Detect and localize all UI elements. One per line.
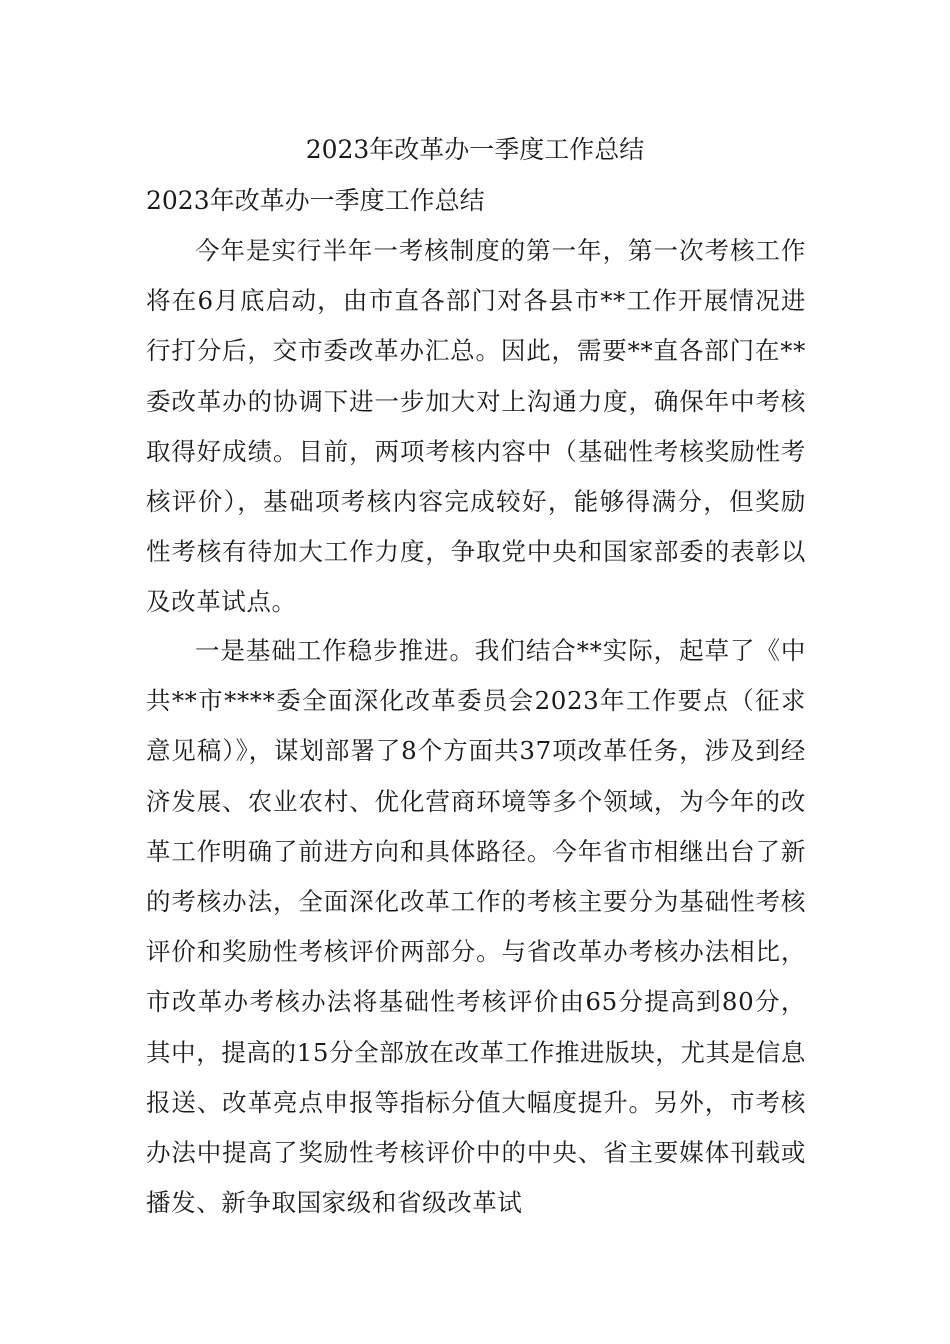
paragraph-intro: 今年是实行半年一考核制度的第一年，第一次考核工作将在6月底启动，由市直各部门对各县市**工作开展情况进行打分后，交市委改革办汇总。因此，需要**直各部门在**委改革办的协调下进一步加大对上沟通力度，确保年中考核取得好成绩。目前，两项考核内容中（基础性考核奖励性考核评价），基础项考核内容完成较好，能够得满分，但奖励性考核有待加大工作力度，争取党中央和国家部委的表彰以及改革试点。 <box>146 236 806 617</box>
document-subtitle: 2023年改革办一季度工作总结 <box>146 186 485 215</box>
paragraph-basic-work: 一是基础工作稳步推进。我们结合**实际，起草了《中共**市****委全面深化改革委员会2023年工作要点（征求意见稿）》，谋划部署了8个方面共37项改革任务，涉及到经济发展、农业农村、优化营商环境等多个领域，为今年的改革工作明确了前进方向和具体路径。今年省市相继出台了新的考核办法，全面深化改革工作的考核主要分为基础性考核评价和奖励性考核评价两部分。与省改革办考核办法相比，市改革办考核办法将基础性考核评价由65分提高到80分，其中，提高的15分全部放在改革工作推进版块，尤其是信息报送、改革亮点申报等指标分值大幅度提升。另外，市考核办法中提高了奖励性考核评价中的中央、省主要媒体刊载或播发、新争取国家级和省级改革试 <box>146 636 806 1218</box>
document-title: 2023年改革办一季度工作总结 <box>305 135 645 164</box>
